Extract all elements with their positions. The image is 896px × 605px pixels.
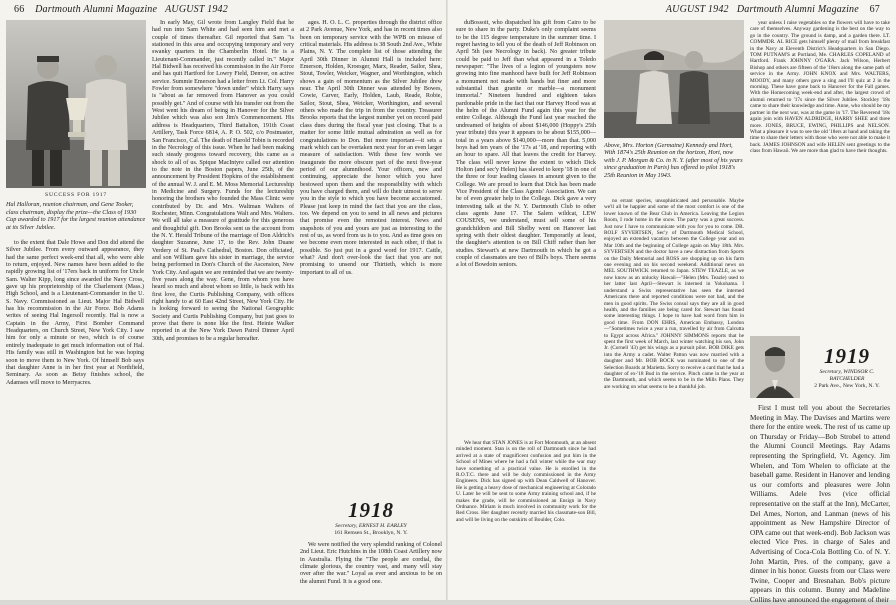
article-text: In early May, Gil wrote from Langley Field that he had run into Sam White and had seen him and met a couple of times thereafter. Gil reported that Sam "is stationed in this area and occupying temporary and very swanky quarters in the Chamberlin Hotel. He is a Lieutenant-Commander, just recently called in." Major Hal Bidwell has received his commission in the Air Force and has quit Hartford for Lowry Field, Denver, on active service. Summie Emerson had a letter from Lt. Col. Harry Fowler from somewhere "down under" which Harry says is "about as far removed from Hanover as you could possibly get." And of course with his transfer out from the West went his dream of being in Hanover for the Silver Jubilee which was also son Jim's Commencement. His address is Headquarters, Third Battalion, 191th Coast Artillery, Task Force 6814, A. P. O. 502, c/o Postmaster, San Francisco, Cal. The death of Harold Tobin is recorded in the Necrology of this issue. When he had been making such steady progress toward recovery, this came as a shock to all of us. Spique MacIntyre called our attention to the note in the Boston papers, June 25th, of the announcement by President Hopkins of the establishment of the annual W. J. and E. M. Moss Memorial Lectureship in Medicine and Surgery. Funds for the lectureship honoring the brothers who founded the Mass Clinic were contributed by Dr. and Mrs. Waltman Walters of Rochester, Minn. Congratulations Walt and Mrs. Walters. We will all take a measure of gratitude for this generous and thoughtful gift. Don Brooks sent us the account from the N. Y. Herald Tribune of the marriage of Don Aldrich's daughter Suzanne, June 17, to the Rev. John Duane Verdery of St. Paul's Cathedral, Boston. Don officiated, and son William gave his sister in marriage, the service being performed in Don's Church of the Ascension, New York City. And again we are reminded that we are twenty-five years along the way. Gene, from whom you have heard so much and about whom so little, is back with his first love, the Curtis Publishing Company, with offices right handy to at 60 East 42nd Street, New York City. He is looking forward to seeing the National Geographic Society and Curtis Publishing Company, but just goes to prove that there is none like the first. Heinie Walker reported in at the New York Dawn Patrol Dinner April 30th, and promises to be a regular hereafter. xyxy=(152,20,295,342)
kennedy-photo-image xyxy=(604,20,744,138)
right-column-1-bottom xyxy=(456,440,596,596)
magazine-title: Dartmouth Alumni Magazine xyxy=(736,4,859,15)
right-page xyxy=(448,0,896,604)
left-page xyxy=(0,0,448,600)
right-column-2 xyxy=(604,198,744,596)
reunion-photo-image xyxy=(6,20,146,188)
page-number: 67 xyxy=(869,4,880,15)
class-number: 1918 xyxy=(348,498,394,522)
left-column-1 xyxy=(6,240,144,596)
right-column-3-top xyxy=(750,20,890,332)
magazine-title: Dartmouth Alumni Magazine xyxy=(35,4,158,15)
reunion-photo-caption xyxy=(6,192,146,231)
class-address: 161 Remsen St., Brooklyn, N. Y. xyxy=(334,530,408,536)
left-column-3-top xyxy=(300,20,442,496)
class-address: 2 Park Ave., New York, N. Y. xyxy=(814,383,880,389)
article-text: duBossoit, who dispatched his gift from Cairo to be sure to share in the party. Duke's only complaint seems to be the 115 degree temperature in the summer time. I regret having to tell you of the death of Jeff Robinson on April 5th (see Necrology in back). No greater tribute could be paid to Jeff than what appeared in a Toledo newspaper: "The lives of a legion of youngsters now growing into fine manhood have built for Jeff Robinson a monument not made with hands but finer and more substantial than granite or marble—a monument immortal." Nineteen hundred and eighteen takes pardonable pride in the fact that our Harvey Hood was at the helm of the Alumni Fund again this year for the entire College. Although the Fund last year reached the undreamed of heights of about $146,000 (Hoppy's 25th year tribute) this year it appears to be about $155,000—total in a years above $140,000—more than that. 5,000 boys had ten years of the '17s at '18, and reporting with an hour to spare. All that leaves the credit for Harvey. The class will never know the extent to which Dick Holton (and sec'y Helen) has slaved to keep '18 in one of the three or four leading classes in amount given to the College. We are proud to learn that Dick has been made Vice President of the Class Agents' Association. We can be of even greater help to the College. Dick gave a very interesting talk at the N. Y. Dartmouth Club to other class agents June 17. The Salem wildcat, LEW COUSENS, we understand, must sell some of his grandchildren and Bill Shelby went on Hanover last spring with their oldest daughter. Temporarily at least, the daughter's attention is on Bill Chiff rather than her studies. Stewart's at new Dartmouth in which he got a couple of classmates are two of Bill's boys. There seems a lot of Bowdoin seniors. xyxy=(456,20,596,269)
article-text: We were notified the very splendid ranking of Colonel 2nd Lieut. Eric Hutchins in the 108th Coast Artillery now in Australia. Flying the "The people are cordial, the climate glorious, the country vast, and many will stay over after the war." Loyal as ever and anxious to be on the alumni Fund. It is a good one. xyxy=(300,542,442,585)
kennedy-photo xyxy=(604,20,744,138)
left-header xyxy=(6,4,228,15)
class-number: 1919 xyxy=(824,344,870,368)
class-1919-heading xyxy=(804,344,890,390)
right-header xyxy=(666,4,888,15)
class-secretary: Secretary, ERNEST H. EARLEY xyxy=(335,523,407,529)
reunion-photo xyxy=(6,20,146,188)
page-number: 66 xyxy=(14,4,25,15)
issue-date: AUGUST 1942 xyxy=(665,4,729,15)
article-text: ages. H. O. L. C. properties through the district office at 2 Park Avenue, New York, and has in recent times also been on temporary service with the WPB on misuse of critical materials. His address is 38 South 2nd Ave., White Plains, N. Y. The complete list of those attending the April 30th Dinner in Alumni Hall is included here: Emerson, Holden, Kroesger, Marx, Reader, Sailor, Shea, Stout, Towler, Weicker, Wagner, and Worthington, which shows a gain of momentum as the Silver Jubilee drew near. The April 30th Dinner was attended by Bowes, Cowie, Carver, Early, Holden, Laub, Reade, Robie, Sailor, Stout, Shea, Weicker, Worthington, and several others who made the trip in from the country. Treasurer Brooks reports that the largest number yet on record paid class dues during the fiscal year just closing. That is a matter for some little mutual admiration as well as for congratulations to Don. But more important—it sets a mark which can be overtaken next year for an even larger measure of satisfaction. With these few words we inaugurate the more obscure part of the next five-year period of our alumnihood. Your officers, new and continuing, appreciate the honor which you have bestowed upon them and the responsibility with which you have charged them, and will do their utmost to serve you in the style to which you have become accustomed. Please just keep in mind the fact that you are the class, too. We depend on you to send in all news and pictures that promise even the remotest interest. News and snapshots of you and yours are just as interesting to the rest of us, as word from us is to you. And as time goes on we become even more interested in each other, if that is possible. So just put in a good word for 1917. Cattle, what? And don't over-look the fact that you are not promising to unsend our Thirtieth, which is more important to all of us. xyxy=(300,20,442,276)
right-column-1-top xyxy=(456,20,596,438)
caption-text: Hal Halloran, reunion chairman, and Gene Tooker, class chairman, display the prize—the Class of 1930 Cup awarded to 1917 for the largest reunion attendance at its Silver Jubilee. xyxy=(6,201,146,231)
class-secretary: Secretary, WINDSOR C. BATCHELDER xyxy=(819,369,875,382)
left-column-2 xyxy=(152,20,294,596)
portrait-photo-image xyxy=(750,336,800,398)
article-text: no errant species, unsophisticated and personable. Maybe we'll all be happier and some of the most comfort is one of the lower known of the Bear Club in America. Leaving the Legion Room, I rode home in the snow. The party was a great success. Just now I have to communicate with you for you to come. DR. ROLF SYVERTSEN, Sec'y of Dartmouth Medical School, enjoyed an extended vacation between the College year and on Mar 10th and the beginning of College again on May 18th. Mrs. SYVERTSEN and the doctor have a new distraction from Sports on the Daily Memorial and ROSS are shopping up on his farm one evening and on his second weekend. Additional news on MEL SOUTHWICK returned to Japan. STEW TEAZLE, as we now know as an unlucky Hawaii—"Helen (Mrs. Teazle) used to her latter last April—Stewart is interned in Yokohama. I understand a Swiss representative has seen the interned Americans there and reported conditions were not bad, and the men in good spirits. The Swiss consul says they are all in good health, and the families are being cared for. Stewart has found some interesting things. I hope to have had word from him in good time. From DON EHRS, American Embassy, London—"Sometimes twice a year a run, travelled by air from Calcutta to Egypt across Africa." JOHNNY SIMMONS reports that he spent the first week of March, last winter watching his son, John Jr. (Cornell '43) get his wings as a pursuit pilot. BOB DIKE gets into the Army a cadet. Walter Patton was now married with a daughter and Mr. BOB BOCK was nominated to one of the Selection Boards at Marietta. Sorry to receive a card that he had a daughter of ex-'18 Bud in the service. Pinch came in the year at the Dartmouth, and which seems to be in the Mills Plans. They are working on what seems to be a thankful job. xyxy=(604,198,744,390)
issue-date: AUGUST 1942 xyxy=(165,4,228,15)
article-text: First I must tell you about the Secretaries Meeting in May. The Davises and Martins were there for the entire week. The rest of us came up on Thursday or Friday—Bob Strobel to attend the Alumni Council Meetings. Ray Adams representing the Springfield, Vt. Agency. Jim Whelen, and Tom Whelen to officiate at the baseball game. Resident in Hanover and lending us our comforts and pleasures were John Williams. Adele Ives (vice official representative on the staff at the Inn), McCarter, Del Ames, Norton, and Lanman (news of his appointment as New Hampshire Director of OPA came out that week-end). Bob Jackson was elected Vice Pres. in charge of Sales and Advertising of Coca-Cola Bottling Co. of N. Y. John Martin, Pres. of the company, gave a dinner in his honor. Guests from our Class were Twine, Cooper and Bresnahan. Bob's picture appears in this column. Bunny and Madeline Collins have announced the engagement of their xyxy=(750,404,890,604)
right-column-3-bottom xyxy=(750,404,890,604)
caption-title: SUCCESS FOR 1917 xyxy=(45,192,107,198)
class-1918-heading xyxy=(300,498,442,537)
kennedy-photo-caption xyxy=(604,142,744,179)
article-text: year unless I raise vegetables so the flowers will have to take care of themselves. Anyway gardening is the best on the way to go in the country. The ground is damp, and a garden there. LT. COMMDR. AL RICE gets himself plenty of mail from breakfast in the Navy at Eleventh District's Headquarters in San Diego. TOM PUTNAM'S at Portland, Me. CHARLES COPELAND of Hartford. Frank JOHNNY O'GARA. Jack Wilson, Herbert Bishop and others are fifteen of the '18ers along the same path of service in the Army. JOHN KNOX and Mrs. WALTERS, MOODY, and many others gave a sing and I'll quiz at 2 in the morning. These have gone back to Hanover for the Fall games. With the Homecoming week-end and after, the largest crowd of alumni returned to '17s since the Silver Jubilee. Stockley '18s came to share their knowledge and time. Anne, who should be my partner in the next war, was at the game in '17. The Reverend '18s again join with HAVEN ALDRIDGE, HARRY SHEE and three more. JONES, BRUCE, EWING, PHILLIPS and NELSON. What a pleasure it was to see the old '18ers at hand and taking the time to share their letters with those who were not able to make it back. JAMES JOHNSON and wife HELEN sent greetings to the class from Hawaii. We are more than glad to have their thoughts. xyxy=(750,20,890,155)
left-column-3-bottom xyxy=(300,542,442,596)
caption-text: Above, Mrs. Horton (Germaine) Kennedy and Hort, With 1874's 25th Reunion on the horizon, Hort, now with J. P. Morgan & Co. in N. Y. (after most of his years since graduation in Paris) has offered to pilot 1918's 25th Reunion in May 1943. xyxy=(604,142,743,179)
portrait-photo xyxy=(750,336,800,398)
article-text: We hear that STAN JONES is at Fort Monmouth, at an absent minded moment. Stan is on the roll of Dartmouth since he had arrived at a state of magnificent confusion and put him in the School of Mines where he had a full winter while the war may have something of a practical value. He is enrolled in the R.O.T.C. there and will be duly commissioned in the Army Engineers. Dick has signed up with Dean Caldwell of Hanover. He is getting a heavy dose of mechanical engineering at Colorado U. Later he will be sent to some Army training school and, if he makes the grade, will be commissioned an Ensign in Navy Ordnance. Miriam is much involved in community work for the Red Cross. Her daughter recently married his classmate-son Bill, and will be living on the outskirts of Boulder, Colo. xyxy=(456,440,596,523)
article-text: to the extent that Dale Howe and Don did attend the Silver Jubilee. From every outward appearance, they had the same perfect week-end that all, who were able to return, enjoyed. New names have been added to the rapidly growing list of '17ers back in uniform for Uncle Sam. Walter Kipp, long since awarded the Navy Cross, gave up his proprietorship of the Charlemont (Mass.) High School, and is a Lieutenant-Commander in the U. S. Navy. Commissioned as Lieut. Major Hal Bidwell has his recommission in the Air Force. Bob Adams writes of seeing Hal Ingersoll recently. Hal is now a Captain in the Army, First Bomber Command Headquarters, on Church Street, New York City. I saw him for only a minute or two, which is of course entirely inadequate to get much information out of Hal. His family was still in Washington but he was hoping soon to move them to New York. Of himself Bob says that daughter Anne is in her first year at Northfield, Seminary. As soon as Betsy finishes school, the Adamses will move to Merryacres. xyxy=(6,240,144,386)
